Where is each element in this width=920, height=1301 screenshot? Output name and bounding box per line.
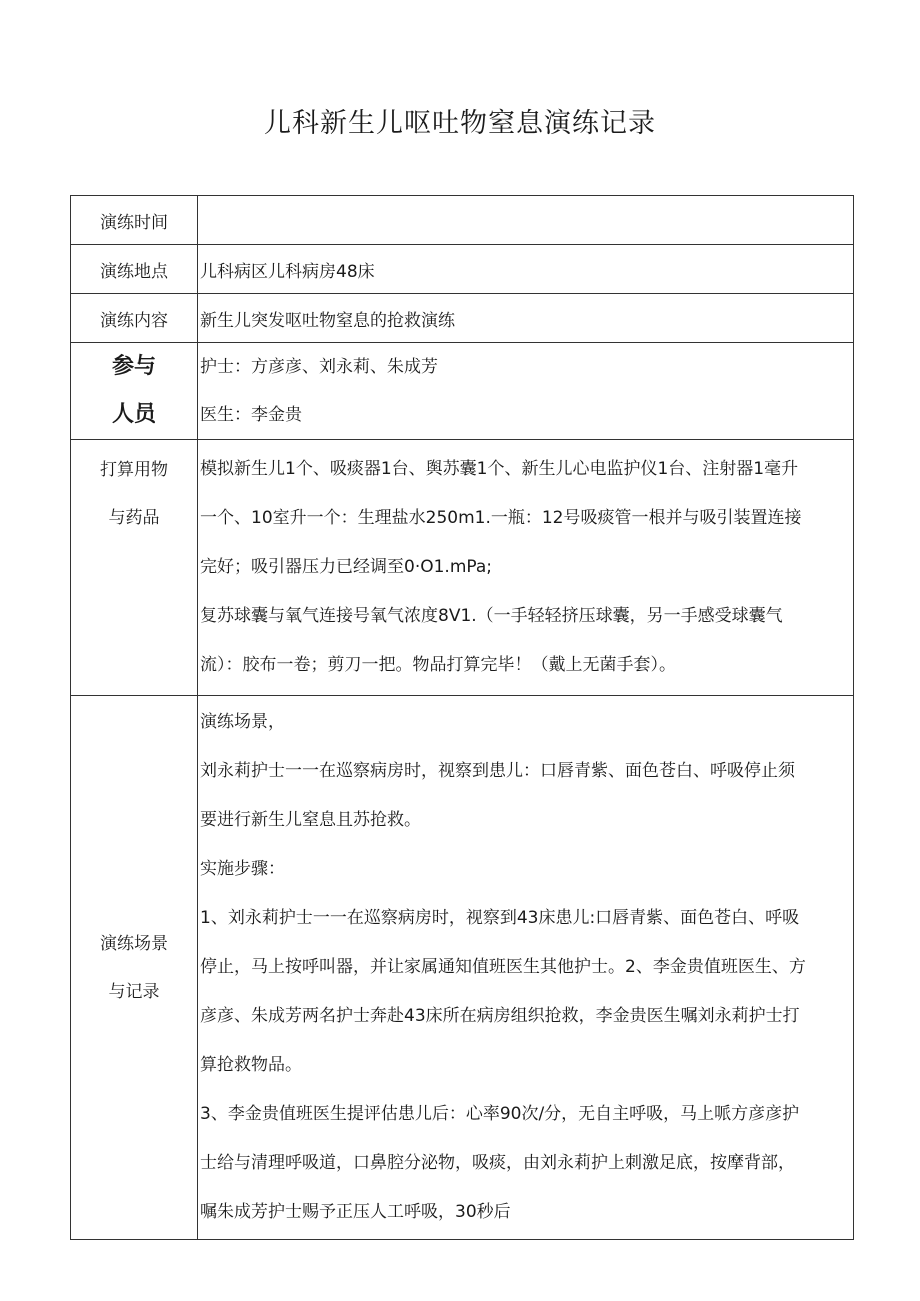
label-scenario-line2: 与记录 [108,981,160,1002]
label-supplies [71,440,198,696]
value-scenario [198,696,854,1240]
label-supplies-line2: 与药品 [108,508,160,528]
supplies-line: 完好；吸引器压力已经调至0·O1.mPa; [200,557,493,577]
document-title: 儿科新生儿呕吐物窒息演练记录 [264,108,656,139]
row-supplies [71,440,854,696]
row-drill-time [71,196,854,245]
label-supplies-line1: 打算用物 [100,460,168,480]
supplies-line: 复苏球囊与氧气连接号氧气浓度8V1.（一手轻轻挤压球囊，另一手感受球囊气 [200,606,783,626]
label-participants-line1: 参与 [111,354,156,379]
row-drill-location [71,245,854,294]
row-scenario [71,696,854,1240]
value-drill-location: 儿科病区儿科病房48床 [198,245,854,294]
label-scenario [71,696,198,1240]
supplies-line: 一个、10室升一个：生理盐水250m1.一瓶：12号吸痰管一根并与吸引装置连接 [200,508,802,528]
participants-doctor: 医生：李金贵 [200,405,302,425]
label-participants-line2: 人员 [111,402,156,427]
scenario-line: 士给与清理呼吸道，口鼻腔分泌物，吸痰，由刘永莉护上刺激足底，按摩背部， [200,1153,795,1173]
value-participants [198,343,854,440]
value-drill-content: 新生儿突发呕吐物窒息的抢救演练 [198,294,854,343]
label-participants [71,343,198,440]
scenario-line: 停止，马上按呼叫器，并让家属通知值班医生其他护士。2、李金贵值班医生、方 [200,957,806,977]
supplies-line: 流）：胶布一卷；剪刀一把。物品打算完毕！（戴上无菌手套）。 [200,655,676,675]
supplies-line: 模拟新生儿1个、吸痰器1台、舆苏囊1个、新生儿心电监护仪1台、注射器1毫升 [200,459,799,479]
label-drill-location: 演练地点 [71,245,198,294]
scenario-line: 嘱朱成芳护士赐予正压人工呼吸，30秒后 [200,1202,511,1222]
scenario-line: 彦彦、朱成芳两名护士奔赴43床所在病房组织抢救，李金贵医生嘱刘永莉护士打 [200,1006,800,1026]
participants-nurses: 护士：方彦彦、刘永莉、朱成芳 [200,357,438,377]
row-drill-content [71,294,854,343]
scenario-line: 3、李金贵值班医生提评估患儿后：心率90次/分，无自主呼吸，马上哌方彦彦护 [200,1104,800,1124]
label-scenario-line1: 演练场景 [100,933,168,954]
scenario-line: 演练场景， [200,712,285,732]
scenario-line: 刘永莉护士一一在巡察病房时，视察到患儿：口唇青紫、面色苍白、呼吸停止须 [200,761,795,781]
scenario-line: 1、刘永莉护士一一在巡察病房时，视察到43床患儿:口唇青紫、面色苍白、呼吸 [200,908,800,928]
drill-record-table [70,195,854,1240]
value-supplies [198,440,854,696]
scenario-line: 算抢救物品。 [200,1055,302,1075]
scenario-line: 实施步骤： [200,859,285,879]
label-drill-content: 演练内容 [71,294,198,343]
scenario-line: 要进行新生儿窒息且苏抢救。 [200,810,421,830]
label-drill-time: 演练时间 [71,196,198,245]
value-drill-time [198,196,854,245]
row-participants [71,343,854,440]
